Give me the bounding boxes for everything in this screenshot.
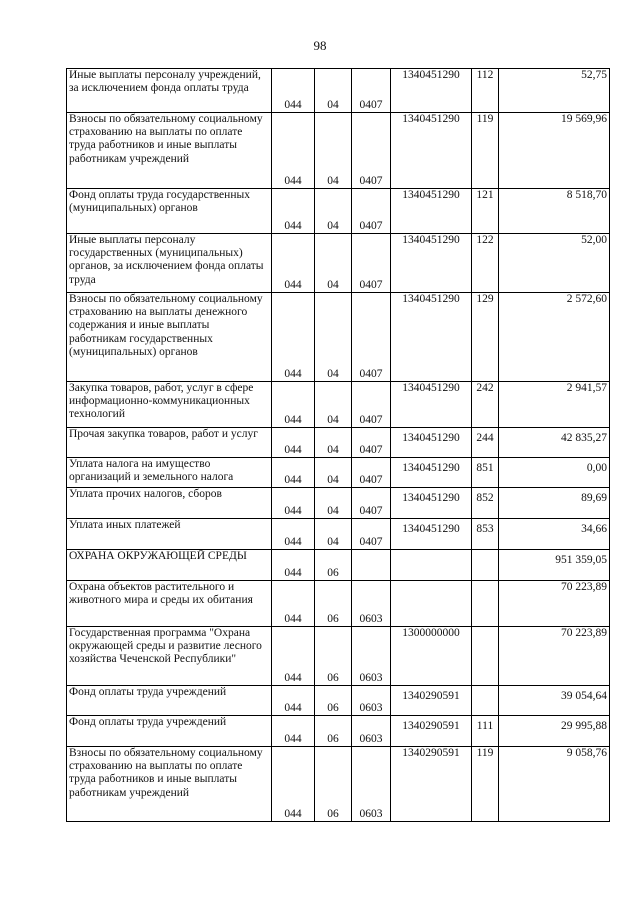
row-name-cell: Взносы по обязательному социальному страхованию на выплаты по оплате труда работников и иные выплаты работникам учреждений bbox=[67, 113, 272, 189]
row-subsection-cell: 0407 bbox=[352, 428, 391, 458]
row-section-cell: 04 bbox=[315, 113, 352, 189]
row-name-cell: Охрана объектов растительного и животного мира и среды их обитания bbox=[67, 581, 272, 627]
row-subsection-cell: 0407 bbox=[352, 519, 391, 550]
row-amount-cell: 52,75 bbox=[499, 69, 610, 113]
row-grbs-cell: 044 bbox=[272, 747, 315, 822]
table-row bbox=[67, 69, 610, 113]
row-expense-type-cell: 852 bbox=[472, 488, 499, 519]
row-name-cell: Взносы по обязательному социальному страхованию на выплаты денежного содержания и иные выплаты работникам государственных (муниципальных) органов bbox=[67, 293, 272, 382]
row-name-cell: Прочая закупка товаров, работ и услуг bbox=[67, 428, 272, 458]
row-subsection-cell: 0603 bbox=[352, 716, 391, 747]
row-section-cell: 06 bbox=[315, 716, 352, 747]
row-expense-type-cell: 119 bbox=[472, 747, 499, 822]
row-amount-cell: 951 359,05 bbox=[499, 550, 610, 581]
row-amount-cell: 70 223,89 bbox=[499, 581, 610, 627]
row-section-cell: 04 bbox=[315, 69, 352, 113]
row-grbs-cell: 044 bbox=[272, 234, 315, 293]
row-grbs-cell: 044 bbox=[272, 113, 315, 189]
row-grbs-cell: 044 bbox=[272, 189, 315, 234]
row-grbs-cell: 044 bbox=[272, 382, 315, 428]
row-subsection-cell bbox=[352, 550, 391, 581]
row-expense-type-cell: 121 bbox=[472, 189, 499, 234]
row-subsection-cell: 0407 bbox=[352, 69, 391, 113]
table-row bbox=[67, 234, 610, 293]
row-name-cell: Иные выплаты персоналу государственных (муниципальных) органов, за исключением фонда оплаты труда bbox=[67, 234, 272, 293]
row-target-article-cell: 1340290591 bbox=[391, 747, 472, 822]
row-amount-cell: 8 518,70 bbox=[499, 189, 610, 234]
row-expense-type-cell: 112 bbox=[472, 69, 499, 113]
row-target-article-cell: 1340451290 bbox=[391, 69, 472, 113]
row-grbs-cell: 044 bbox=[272, 581, 315, 627]
row-amount-cell: 29 995,88 bbox=[499, 716, 610, 747]
row-subsection-cell: 0603 bbox=[352, 627, 391, 686]
row-name-cell: Фонд оплаты труда учреждений bbox=[67, 686, 272, 716]
row-grbs-cell: 044 bbox=[272, 488, 315, 519]
row-expense-type-cell: 119 bbox=[472, 113, 499, 189]
table-row bbox=[67, 488, 610, 519]
row-grbs-cell: 044 bbox=[272, 686, 315, 716]
table-row bbox=[67, 747, 610, 822]
table-row bbox=[67, 189, 610, 234]
table-row bbox=[67, 382, 610, 428]
row-grbs-cell: 044 bbox=[272, 550, 315, 581]
row-amount-cell: 9 058,76 bbox=[499, 747, 610, 822]
row-section-cell: 06 bbox=[315, 581, 352, 627]
row-section-cell: 06 bbox=[315, 550, 352, 581]
row-amount-cell: 2 941,57 bbox=[499, 382, 610, 428]
row-section-cell: 06 bbox=[315, 747, 352, 822]
budget-table bbox=[66, 68, 610, 822]
row-name-cell: Иные выплаты персоналу учреждений, за исключением фонда оплаты труда bbox=[67, 69, 272, 113]
row-grbs-cell: 044 bbox=[272, 428, 315, 458]
row-section-cell: 04 bbox=[315, 189, 352, 234]
row-expense-type-cell bbox=[472, 550, 499, 581]
row-target-article-cell bbox=[391, 550, 472, 581]
row-expense-type-cell: 242 bbox=[472, 382, 499, 428]
page-number: 98 bbox=[313, 38, 327, 53]
row-name-cell: Уплата иных платежей bbox=[67, 519, 272, 550]
table-row bbox=[67, 627, 610, 686]
row-amount-cell: 52,00 bbox=[499, 234, 610, 293]
row-subsection-cell: 0603 bbox=[352, 581, 391, 627]
row-name-cell: Закупка товаров, работ, услуг в сфере информационно-коммуникационных технологий bbox=[67, 382, 272, 428]
row-target-article-cell: 1340451290 bbox=[391, 189, 472, 234]
row-grbs-cell: 044 bbox=[272, 519, 315, 550]
row-subsection-cell: 0407 bbox=[352, 382, 391, 428]
row-expense-type-cell: 244 bbox=[472, 428, 499, 458]
row-subsection-cell: 0603 bbox=[352, 686, 391, 716]
row-target-article-cell: 1340451290 bbox=[391, 458, 472, 488]
row-section-cell: 04 bbox=[315, 428, 352, 458]
row-target-article-cell: 1340290591 bbox=[391, 716, 472, 747]
row-section-cell: 04 bbox=[315, 293, 352, 382]
row-amount-cell: 2 572,60 bbox=[499, 293, 610, 382]
row-target-article-cell: 1340451290 bbox=[391, 382, 472, 428]
row-name-cell: Уплата налога на имущество организаций и земельного налога bbox=[67, 458, 272, 488]
row-expense-type-cell bbox=[472, 686, 499, 716]
row-target-article-cell: 1340451290 bbox=[391, 519, 472, 550]
row-section-cell: 06 bbox=[315, 627, 352, 686]
row-subsection-cell: 0407 bbox=[352, 189, 391, 234]
row-subsection-cell: 0407 bbox=[352, 458, 391, 488]
row-section-cell: 04 bbox=[315, 458, 352, 488]
row-amount-cell: 0,00 bbox=[499, 458, 610, 488]
row-target-article-cell: 1340451290 bbox=[391, 234, 472, 293]
row-target-article-cell: 1340451290 bbox=[391, 113, 472, 189]
table-row bbox=[67, 113, 610, 189]
table-row bbox=[67, 293, 610, 382]
row-name-cell: Фонд оплаты труда учреждений bbox=[67, 716, 272, 747]
row-section-cell: 04 bbox=[315, 382, 352, 428]
table-row bbox=[67, 458, 610, 488]
row-name-cell: Взносы по обязательному социальному страхованию на выплаты по оплате труда работников и иные выплаты работникам учреждений bbox=[67, 747, 272, 822]
row-amount-cell: 19 569,96 bbox=[499, 113, 610, 189]
table-body bbox=[67, 69, 610, 822]
table-row bbox=[67, 716, 610, 747]
row-expense-type-cell: 851 bbox=[472, 458, 499, 488]
row-name-cell: Уплата прочих налогов, сборов bbox=[67, 488, 272, 519]
table-row bbox=[67, 550, 610, 581]
row-section-cell: 04 bbox=[315, 234, 352, 293]
row-target-article-cell bbox=[391, 581, 472, 627]
row-amount-cell: 34,66 bbox=[499, 519, 610, 550]
row-section-cell: 04 bbox=[315, 519, 352, 550]
row-subsection-cell: 0603 bbox=[352, 747, 391, 822]
row-grbs-cell: 044 bbox=[272, 458, 315, 488]
row-expense-type-cell: 129 bbox=[472, 293, 499, 382]
row-subsection-cell: 0407 bbox=[352, 234, 391, 293]
table-row bbox=[67, 686, 610, 716]
row-expense-type-cell: 853 bbox=[472, 519, 499, 550]
row-expense-type-cell bbox=[472, 627, 499, 686]
row-expense-type-cell bbox=[472, 581, 499, 627]
row-target-article-cell: 1340290591 bbox=[391, 686, 472, 716]
row-amount-cell: 39 054,64 bbox=[499, 686, 610, 716]
row-target-article-cell: 1340451290 bbox=[391, 293, 472, 382]
row-expense-type-cell: 111 bbox=[472, 716, 499, 747]
row-name-cell: ОХРАНА ОКРУЖАЮЩЕЙ СРЕДЫ bbox=[67, 550, 272, 581]
row-section-cell: 06 bbox=[315, 686, 352, 716]
row-grbs-cell: 044 bbox=[272, 716, 315, 747]
table-row bbox=[67, 519, 610, 550]
row-section-cell: 04 bbox=[315, 488, 352, 519]
row-amount-cell: 89,69 bbox=[499, 488, 610, 519]
row-target-article-cell: 1340451290 bbox=[391, 428, 472, 458]
row-expense-type-cell: 122 bbox=[472, 234, 499, 293]
row-grbs-cell: 044 bbox=[272, 293, 315, 382]
row-subsection-cell: 0407 bbox=[352, 293, 391, 382]
row-name-cell: Государственная программа "Охрана окружающей среды и развитие лесного хозяйства Чеченской Республики" bbox=[67, 627, 272, 686]
row-grbs-cell: 044 bbox=[272, 69, 315, 113]
row-amount-cell: 42 835,27 bbox=[499, 428, 610, 458]
row-subsection-cell: 0407 bbox=[352, 488, 391, 519]
row-amount-cell: 70 223,89 bbox=[499, 627, 610, 686]
table-row bbox=[67, 428, 610, 458]
row-name-cell: Фонд оплаты труда государственных (муниципальных) органов bbox=[67, 189, 272, 234]
row-grbs-cell: 044 bbox=[272, 627, 315, 686]
table-row bbox=[67, 581, 610, 627]
row-target-article-cell: 1340451290 bbox=[391, 488, 472, 519]
row-target-article-cell: 1300000000 bbox=[391, 627, 472, 686]
row-subsection-cell: 0407 bbox=[352, 113, 391, 189]
